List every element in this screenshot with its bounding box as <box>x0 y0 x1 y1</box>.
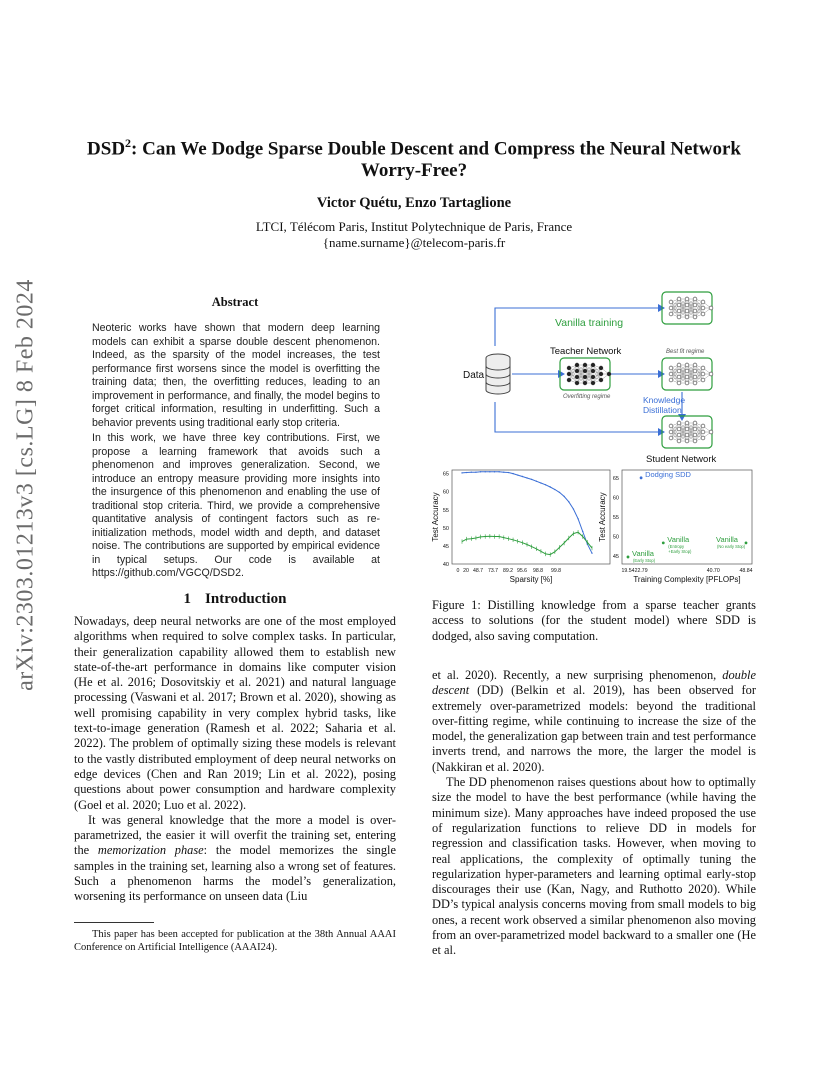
paper-title: DSD$^2$: Can We Dodge Sparse Double Descent and Compress the Neural Network Worry-Free? <box>87 136 741 182</box>
chart1-point <box>522 476 523 477</box>
abstract-paragraph-1: Neoteric works have shown that modern deep learning models can exhibit a sparse double descent phenomenon. Indeed, as the sparsity of the model increases, the test performance first worsens since the model is overfitting the training data; then, the overfitting reduces, leading to an improvement in performance, and finally, the model begins to forget critical information, resulting in underfitting. Such a behavior prevents using traditional early stop criteria. <box>92 322 380 429</box>
neural-network-icon <box>669 297 713 319</box>
right-column <box>432 668 756 959</box>
data-to-student-arrow <box>495 402 658 432</box>
chart2-ylabel: Test Accuracy <box>598 492 607 542</box>
chart1-point <box>568 501 569 502</box>
chart2-point <box>662 541 665 544</box>
chart1-point <box>545 484 546 485</box>
chart1-point <box>494 471 495 472</box>
chart1-point <box>526 477 527 478</box>
chart1-point <box>591 552 592 553</box>
chart1-point <box>531 479 532 480</box>
knowledge-distillation-label-2: Distillation <box>643 405 682 415</box>
figure-caption: Figure 1: Distilling knowledge from a sparse teacher grants access to solutions (for the student model) where SDD is dodged, also saving computation. <box>432 598 756 643</box>
chart2-xtick: 19.54 <box>621 568 635 574</box>
chart2-xtick: 40.70 <box>706 568 720 574</box>
chart2-point <box>640 476 643 479</box>
chart1-point <box>512 473 513 474</box>
chart1-ytick: 45 <box>442 543 449 550</box>
paper-affiliation <box>0 219 828 251</box>
knowledge-distillation-label-1: Knowledge <box>643 395 686 405</box>
chart1-point <box>559 492 560 493</box>
chart2-point-sublabel: (Early Stop) <box>633 557 656 563</box>
chart2-ytick: 50 <box>612 534 619 541</box>
chart1-xtick: 0 <box>456 568 460 574</box>
vanilla-training-label: Vanilla training <box>555 317 624 329</box>
chart1-point <box>498 471 499 472</box>
chart1-point <box>471 471 472 472</box>
database-icon <box>486 354 510 394</box>
chart2-ytick: 60 <box>612 495 619 502</box>
chart2-ytick: 65 <box>612 475 619 482</box>
right-paragraph-1: et al. 2020). Recently, a new surprising phenomenon, double descent (DD) (Belkin et al. 2019), has been observed for extremely over-parametrized models: beyond the traditional over-fitting regime, while continuing to increase the size of the model, the generalization gap between train and test performance inverts trend, and narrows the more, the larger the model is (Nakkiran et al. 2020). <box>432 668 756 774</box>
chart1-ytick: 40 <box>442 562 449 568</box>
chart1-point <box>577 518 578 519</box>
footnote: This paper has been accepted for publication at the 38th Annual AAAI Conference on Artificial Intelligence (AAAI24). <box>74 929 396 953</box>
chart1-xtick: 99.8 <box>550 568 562 574</box>
chart1-xtick: 95.6 <box>516 568 528 574</box>
chart1-point <box>485 471 486 472</box>
chart2-point-label: Vanilla <box>667 534 690 544</box>
teacher-network-label: Teacher Network <box>550 346 622 357</box>
neural-network-icon <box>669 421 713 443</box>
overfitting-regime-label: Overfitting regime <box>563 394 611 400</box>
intro-paragraph-1: Nowadays, deep neural networks are one of the most employed algorithms when required to solve complex tasks. In particular, their generalization capability allowed them to establish new state-of-the-art performance in domains like computer vision (He et al. 2016; Dosovitskiy et al. 2021) and natural language processing (Vaswani et al. 2017; Brown et al. 2020), showing as well promising capability in very complex hybrid tasks, like text-to-image generation (Ramesh et al. 2022; Saharia et al. 2022). The problem of optimally sizing these models is relevant to the vastly distributed employment of deep neural networks on edge devices (Chen and Ran 2019; Lin et al. 2022), posing questions about power consumption and hardware complexity (Goel et al. 2020; Luo et al. 2022). <box>74 614 396 812</box>
chart2-ytick: 45 <box>612 554 619 561</box>
chart1-point <box>503 471 504 472</box>
chart1-point <box>475 471 476 472</box>
chart1-point <box>536 481 537 482</box>
footnote-rule <box>74 922 154 923</box>
chart1-xlabel: Sparsity [%] <box>509 575 553 584</box>
chart1-point <box>466 472 467 473</box>
chart1-ytick: 55 <box>442 507 449 514</box>
chart2-point <box>627 556 630 559</box>
abstract-paragraph-2: In this work, we have three key contributions. First, we propose a learning framework that avoids such a phenomenon and improves generalization. Second, we introduce an entropy measure providing more insights into the insurgence of this phenomenon and enabling the use of traditional stop criteria. Third, we provide a comprehensive quantitative analysis of contingent factors such as re-initialization methods, model width and depth, and dataset noise. The contributions are supported by empirical evidence in typical setups. Our code is available at https://github.com/VGCQ/DSD2. <box>92 432 380 579</box>
chart1-point <box>550 486 551 487</box>
chart1-point <box>540 482 541 483</box>
chart2-ytick: 55 <box>612 515 619 521</box>
chart1-point <box>461 472 462 473</box>
paper-authors: Victor Quétu, Enzo Tartaglione <box>316 195 512 211</box>
best-fit-regime-label: Best fit regime <box>666 349 705 355</box>
arxiv-stamp: arXiv:2303.01213v3 [cs.LG] 8 Feb 2024 <box>12 279 39 691</box>
right-paragraph-2: The DD phenomenon raises questions about how to optimally size the model to have the best performance (while having the minimum size). Many approaches have indeed proposed the use of regularization functions to relieve DD in models for regression and classification tasks. However, when moving to real applications, the complexity of optimally tuning the regularization hyper-parameters and learning optimal early-stop discourages their use (Kan, Nagy, and Ruthotto 2020). While DD’s typical analysis concerns moving from small models to big ones, a recent work observed a similar phenomenon also moving from an over-parametrized model backward to a smaller one (He et al. <box>432 775 756 958</box>
chart1-xtick: 20 <box>463 568 469 574</box>
data-label: Data <box>463 370 485 381</box>
chart1-point <box>554 489 555 490</box>
chart2-xtick: 48.84 <box>739 568 753 574</box>
student-network-label: Student Network <box>646 454 717 465</box>
abstract-heading: Abstract <box>211 295 259 309</box>
chart2-point-label: Dodging SDD <box>645 469 691 479</box>
chart1-ytick: 50 <box>442 525 449 532</box>
intro-column <box>74 614 396 905</box>
chart1-point <box>517 474 518 475</box>
chart1-ylabel: Test Accuracy <box>431 492 440 542</box>
chart1-point <box>480 471 481 472</box>
chart1-point <box>508 472 509 473</box>
chart-sparsity-accuracy <box>431 470 610 584</box>
figure-1 <box>430 286 760 588</box>
neural-network-icon <box>567 363 611 385</box>
chart1-point <box>489 471 490 472</box>
chart1-xtick: 48.7 <box>472 568 484 574</box>
chart1-ytick: 65 <box>442 471 449 478</box>
chart1-point <box>582 531 583 532</box>
neural-network-icon <box>669 363 713 385</box>
chart2-point-label: Vanilla <box>632 548 654 558</box>
chart1-xtick: 98.8 <box>532 568 544 574</box>
chart1-ytick: 60 <box>442 489 449 496</box>
chart2-xtick: 22.79 <box>634 568 648 574</box>
chart1-point <box>573 508 574 509</box>
chart1-series-line <box>462 472 592 553</box>
chart2-point-label: Vanilla <box>716 534 738 544</box>
affiliation-text: LTCI, Télécom Paris, Institut Polytechnique de Paris, France <box>255 219 573 234</box>
section-heading-introduction: 1 Introduction <box>183 591 287 607</box>
intro-paragraph-2: It was general knowledge that the more a model is over-parametrized, the easier it will overfit the training set, entering the memorization phase: the model memorizes the single samples in the training set, learning also a wrong set of features. Such a phenomenon harms the model’s generalization, worsening its performance on unseen data (Liu <box>74 812 396 904</box>
chart1-xtick: 73.7 <box>487 568 499 574</box>
chart1-xtick: 89.2 <box>502 568 514 574</box>
chart2-xlabel: Training Complexity [PFLOPs] <box>633 575 741 584</box>
chart2-point-sublabel: (Entropy <box>668 543 685 549</box>
chart-complexity-accuracy <box>598 470 753 584</box>
chart1-point <box>563 496 564 497</box>
chart2-point-sublabel: (No early Stop) <box>717 543 746 549</box>
email-text: {name.surname}@telecom-paris.fr <box>322 235 506 250</box>
chart2-point-sublabel: +Early Stop) <box>668 548 692 554</box>
